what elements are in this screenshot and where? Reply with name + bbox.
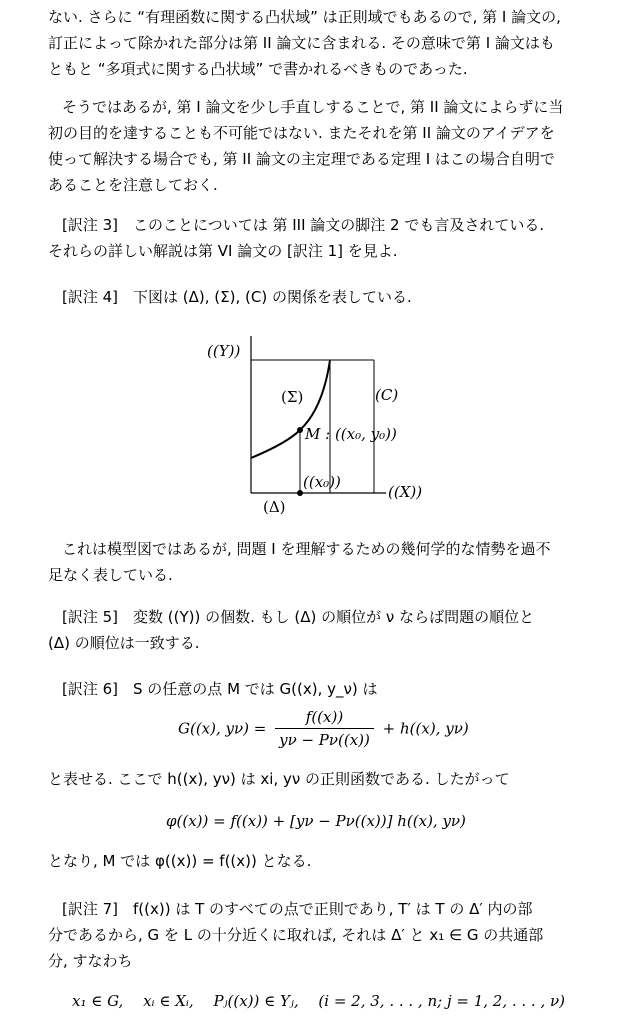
text-line: そうではあるが, 第 I 論文を少し手直しすることで, 第 II 論文によらずに当 xyxy=(62,98,564,116)
label-sigma: (Σ) xyxy=(281,388,304,406)
translator-note-5 xyxy=(48,604,590,656)
equation-3 xyxy=(72,990,565,1011)
equation-1 xyxy=(178,708,469,749)
text-line: 足なく表している. xyxy=(48,566,173,584)
text-line: それらの詳しい解説は第 VI 論文の [訳注 1] を見よ. xyxy=(48,242,398,260)
text-line: [訳注 7] f((x)) は T のすべての点で正則であり, T′ は T の Δ′ 内の部 xyxy=(62,900,533,918)
equation-3-body: x₁ ∈ G, xᵢ ∈ Xᵢ, Pⱼ((x)) ∈ Yⱼ, (i = 2, 3, . . . , n; j = 1, 2, . . . , ν) xyxy=(72,992,565,1010)
label-x: ((X)) xyxy=(388,483,423,501)
text-line: 訂正によって除かれた部分は第 II 論文に含まれる. その意味で第 I 論文はも xyxy=(48,34,555,52)
translator-note-3 xyxy=(48,212,590,264)
paragraph-after-eq1 xyxy=(48,766,590,792)
text-line: これは模型図ではあるが, 問題 I を理解するための幾何学的な情勢を過不 xyxy=(62,540,551,558)
label-delta: (Δ) xyxy=(263,498,286,516)
text-line: 分であるから, G を L の十分近くに取れば, それは Δ′ と x₁ ∈ G の共通部 xyxy=(48,926,544,944)
sigma-curve xyxy=(251,360,330,458)
relation-figure xyxy=(0,330,630,520)
text-line: 初の目的を達することも不可能ではない. またそれを第 II 論文のアイデアを xyxy=(48,124,555,142)
label-y: ((Y)) xyxy=(207,342,241,360)
fraction-numerator: f((x)) xyxy=(275,708,374,729)
paragraph-3 xyxy=(48,536,590,588)
translator-note-4 xyxy=(48,284,590,310)
equation-2 xyxy=(166,812,466,830)
translator-note-7 xyxy=(48,896,590,974)
text-line: [訳注 3] このことについては 第 III 論文の脚注 2 でも言及されている. xyxy=(62,216,545,234)
equation-1-rhs: + h((x), yν) xyxy=(382,719,469,738)
text-line: ともと “多項式に関する凸状域” で書かれるべきものであった. xyxy=(48,60,468,78)
point-m xyxy=(297,427,303,433)
text-line: となり, M では φ((x)) = f((x)) となる. xyxy=(48,852,312,870)
fraction-denominator: yν − Pν((x)) xyxy=(279,731,370,749)
label-c: (C) xyxy=(375,386,399,404)
label-m: M : ((x₀, y₀)) xyxy=(305,425,397,443)
paragraph-after-eq2 xyxy=(48,848,590,874)
text-line: と表せる. ここで h((x), yν) は xi, yν の正則函数である. したがって xyxy=(48,770,510,788)
text-line: [訳注 4] 下図は (Δ), (Σ), (C) の関係を表している. xyxy=(62,288,412,306)
label-x0: ((x₀)) xyxy=(303,473,341,491)
text-line: 使って解決する場合でも, 第 II 論文の主定理である定理 I はこの場合自明で xyxy=(48,150,555,168)
text-line: 分, すなわち xyxy=(48,952,133,970)
paragraph-2 xyxy=(48,94,590,198)
equation-2-body: φ((x)) = f((x)) + [yν − Pν((x))] h((x), yν) xyxy=(166,812,466,830)
equation-1-fraction xyxy=(275,708,374,749)
text-line: [訳注 6] S の任意の点 M では G((x), y_ν) は xyxy=(62,680,378,698)
text-line: あることを注意しておく. xyxy=(48,176,218,194)
text-line: [訳注 5] 変数 ((Y)) の個数. もし (Δ) の順位が ν ならば問題の順位と xyxy=(62,608,535,626)
equation-1-lhs: G((x), yν) = xyxy=(178,719,267,738)
text-line: (Δ) の順位は一致する. xyxy=(48,634,200,652)
translator-note-6 xyxy=(48,676,590,702)
text-line: ない. さらに “有理函数に関する凸状域” は正則域でもあるので, 第 I 論文の, xyxy=(48,8,561,26)
paragraph-1 xyxy=(48,4,590,82)
